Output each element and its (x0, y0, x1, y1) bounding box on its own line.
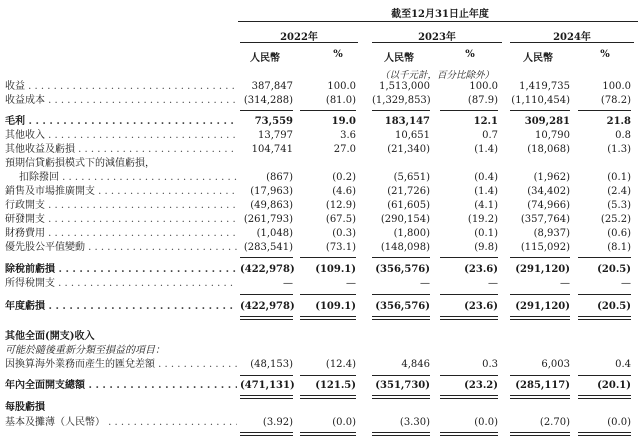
table-row (0, 94, 640, 108)
cell: (148,098) (380, 242, 430, 253)
cell: (109.1) (315, 264, 356, 275)
rule (578, 294, 631, 295)
cell: (0.6) (607, 228, 631, 239)
cell: (867) (266, 172, 293, 183)
cell: (5,651) (393, 172, 430, 183)
cell: 0.7 (482, 130, 498, 141)
cell: 100.0 (602, 81, 631, 92)
row-label: 因換算海外業務而產生的匯兌差額 . . . (5, 358, 237, 372)
double-rule (440, 395, 498, 399)
cell: (261,793) (243, 214, 293, 225)
cell: (74,966) (527, 200, 570, 211)
row-label: 銷售及市場推廣開支 . . . (5, 185, 237, 199)
year-2024: 2024年 (553, 32, 591, 43)
cell: 4,846 (401, 359, 430, 370)
cell: — (560, 278, 570, 289)
cell: (0.1) (607, 172, 631, 183)
cell: (1.4) (474, 144, 498, 155)
row-label: 所得稅開支 . . . (5, 277, 237, 291)
section-heading: 其他全面(開支)收入 (5, 331, 95, 342)
col-pct-2024: % (600, 49, 610, 60)
cell: (12.4) (325, 359, 356, 370)
cell: (357,764) (520, 214, 570, 225)
cell: 10,790 (535, 130, 570, 141)
cell: (2.4) (607, 186, 631, 197)
double-rule (240, 316, 293, 320)
cell: (87.9) (467, 95, 498, 106)
cell: (471,131) (240, 380, 295, 391)
double-rule (300, 316, 356, 320)
cell: (115,092) (520, 242, 570, 253)
cell: 27.0 (333, 144, 356, 155)
cell: (422,978) (240, 264, 295, 275)
rule (300, 375, 356, 376)
cell: (291,120) (515, 301, 570, 312)
cell: (34,402) (527, 186, 570, 197)
year-rule-2022 (240, 42, 358, 43)
double-rule (440, 316, 498, 320)
table-row (0, 277, 640, 291)
cell: (3.30) (399, 417, 430, 428)
rule (440, 257, 498, 258)
cell: (20.5) (597, 301, 631, 312)
table-row (0, 157, 640, 171)
cell: (1,329,853) (372, 95, 431, 106)
year-rule-2023 (372, 42, 502, 43)
rule (372, 294, 430, 295)
cell: 100.0 (469, 81, 498, 92)
rule (300, 257, 356, 258)
table-row (0, 401, 640, 415)
cell: 104,741 (251, 144, 293, 155)
row-label: 預期信貸虧損模式下的減值虧損， (5, 158, 155, 169)
row-label: 扣除撥回 . . . (5, 171, 237, 185)
cell: (0.4) (474, 172, 498, 183)
double-rule (240, 395, 293, 399)
rule (240, 110, 293, 111)
rule (372, 375, 430, 376)
cell: (3.92) (262, 417, 293, 428)
double-rule (440, 432, 498, 436)
rule (510, 375, 570, 376)
row-label: 收益 . . . (5, 80, 237, 94)
cell: — (621, 278, 631, 289)
cell: 3.6 (340, 130, 356, 141)
rule (440, 110, 498, 111)
col-rmb-2023: 人民幣 (384, 53, 414, 64)
cell: — (488, 278, 498, 289)
table-row (0, 129, 640, 143)
rule (240, 375, 293, 376)
cell: (8.1) (607, 242, 631, 253)
cell: (81.0) (325, 95, 356, 106)
rule (372, 257, 430, 258)
cell: (1,048) (256, 228, 293, 239)
row-label: 其他收入 . . . (5, 129, 237, 143)
table-row (0, 143, 640, 157)
col-pct-2023: % (465, 49, 475, 60)
cell: (8,937) (533, 228, 570, 239)
rule (300, 294, 356, 295)
header-rule (238, 21, 638, 22)
table-row (0, 344, 640, 358)
cell: (291,120) (515, 264, 570, 275)
cell: (285,117) (515, 380, 570, 391)
cell: (290,154) (380, 214, 430, 225)
cell: (0.2) (332, 172, 356, 183)
double-rule (372, 432, 430, 436)
cell: 19.0 (331, 116, 356, 127)
cell: (4.6) (332, 186, 356, 197)
cell: 6,003 (541, 359, 570, 370)
cell: 100.0 (327, 81, 356, 92)
rule (240, 257, 293, 258)
cell: 1,513,000 (379, 81, 430, 92)
table-row (0, 80, 640, 94)
table-row (0, 227, 640, 241)
row-label: 收益成本 . . . (5, 94, 237, 108)
year-2022: 2022年 (280, 32, 318, 43)
rule (578, 257, 631, 258)
table-row (0, 358, 640, 372)
table-row (0, 213, 640, 227)
cell: (67.5) (325, 214, 356, 225)
row-label: 研發開支 . . . (5, 213, 237, 227)
double-rule (510, 395, 570, 399)
cell: (4.1) (474, 200, 498, 211)
cell: (2.70) (539, 417, 570, 428)
cell: (48,153) (250, 359, 293, 370)
row-label: 其他收益及虧損 . . . (5, 143, 237, 157)
cell: (25.2) (600, 214, 631, 225)
row-label: 年內全面開支總額 . . . (5, 379, 237, 393)
table-row (0, 199, 640, 213)
cell: (356,576) (375, 264, 430, 275)
cell: (18,068) (527, 144, 570, 155)
cell: (1,110,454) (511, 95, 570, 106)
cell: 0.3 (482, 359, 498, 370)
cell: (121.5) (315, 380, 356, 391)
table-row (0, 379, 640, 393)
cell: (0.0) (474, 417, 498, 428)
double-rule (510, 432, 570, 436)
year-2023: 2023年 (418, 32, 456, 43)
table-row (0, 263, 640, 277)
cell: (0.3) (332, 228, 356, 239)
row-label: 基本及攤薄（人民幣） . . . (5, 416, 237, 430)
double-rule (578, 316, 631, 320)
cell: 21.8 (606, 116, 631, 127)
cell: (20.1) (597, 380, 631, 391)
cell: (20.5) (597, 264, 631, 275)
row-label: 除稅前虧損 . . . (5, 263, 237, 277)
cell: (23.6) (464, 301, 498, 312)
cell: (1,800) (393, 228, 430, 239)
table-row (0, 330, 640, 344)
table-row (0, 171, 640, 185)
cell: (314,288) (243, 95, 293, 106)
year-rule-2024 (510, 42, 634, 43)
cell: — (346, 278, 356, 289)
table-row (0, 416, 640, 430)
double-rule (372, 395, 430, 399)
rule (240, 294, 293, 295)
cell: 183,147 (384, 116, 430, 127)
col-rmb-2022: 人民幣 (250, 53, 280, 64)
cell: (9.8) (474, 242, 498, 253)
cell: (78.2) (600, 95, 631, 106)
table-row (0, 115, 640, 129)
cell: 13,797 (258, 130, 293, 141)
cell: 0.4 (615, 359, 631, 370)
table-row (0, 241, 640, 255)
rule (510, 257, 570, 258)
rule (510, 110, 570, 111)
cell: (19.2) (467, 214, 498, 225)
rule (300, 110, 356, 111)
cell: — (420, 278, 430, 289)
cell: (0.0) (332, 417, 356, 428)
rule (510, 294, 570, 295)
cell: (61,605) (387, 200, 430, 211)
double-rule (300, 395, 356, 399)
cell: (422,978) (240, 301, 295, 312)
cell: (1.3) (607, 144, 631, 155)
period-title: 截至12月31日止年度 (391, 9, 489, 20)
double-rule (510, 316, 570, 320)
cell: — (283, 278, 293, 289)
cell: (21,726) (387, 186, 430, 197)
cell: 309,281 (524, 116, 570, 127)
cell: (283,541) (243, 242, 293, 253)
cell: 73,559 (254, 116, 293, 127)
cell: (49,863) (250, 200, 293, 211)
double-rule (578, 432, 631, 436)
rule (578, 110, 631, 111)
rule (440, 294, 498, 295)
double-rule (372, 316, 430, 320)
col-rmb-2024: 人民幣 (523, 53, 553, 64)
row-label: 毛利 . . . (5, 115, 237, 129)
section-heading: 每股虧損 (5, 402, 45, 413)
cell: (23.2) (464, 380, 498, 391)
row-label: 年度虧損 . . . (5, 300, 237, 314)
cell: (12.9) (325, 200, 356, 211)
cell: (0.1) (474, 228, 498, 239)
cell: (1.4) (474, 186, 498, 197)
rule (440, 375, 498, 376)
table-row (0, 185, 640, 199)
cell: 12.1 (473, 116, 498, 127)
col-pct-2022: % (333, 49, 343, 60)
cell: 1,419,735 (519, 81, 570, 92)
row-label: 財務費用 . . . (5, 227, 237, 241)
cell: (5.3) (607, 200, 631, 211)
cell: (109.1) (315, 301, 356, 312)
cell: (17,963) (250, 186, 293, 197)
rule (372, 110, 430, 111)
cell: 10,651 (395, 130, 430, 141)
cell: 387,847 (251, 81, 293, 92)
cell: (23.6) (464, 264, 498, 275)
unit-note: （以千元計，百分比除外） (379, 70, 494, 81)
cell: 0.8 (615, 130, 631, 141)
table-row (0, 300, 640, 314)
double-rule (578, 395, 631, 399)
cell: (351,730) (375, 380, 430, 391)
row-label: 可能於隨後重新分類至損益的項目： (5, 345, 165, 356)
double-rule (240, 432, 293, 436)
cell: (1,962) (533, 172, 570, 183)
cell: (73.1) (325, 242, 356, 253)
row-label: 行政開支 . . . (5, 199, 237, 213)
double-rule (300, 432, 356, 436)
cell: (356,576) (375, 301, 430, 312)
cell: (21,340) (387, 144, 430, 155)
cell: (0.0) (607, 417, 631, 428)
rule (578, 375, 631, 376)
row-label: 優先股公平值變動 . . . (5, 241, 237, 255)
